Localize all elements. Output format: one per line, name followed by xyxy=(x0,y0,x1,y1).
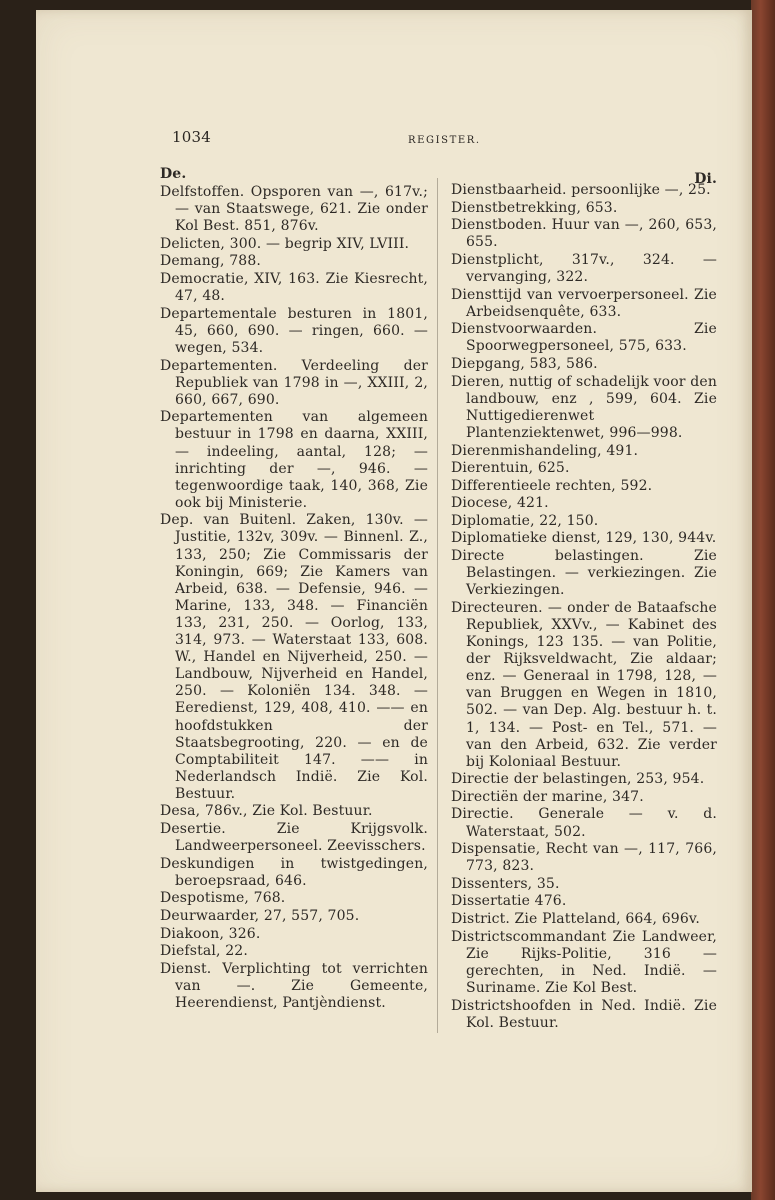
index-entry: Dienstbaarheid. persoonlijke —, 25. xyxy=(451,182,711,199)
index-entry: Directe belastingen. Zie Belastingen. — verkiezingen. Zie Verkiezingen. xyxy=(451,548,717,599)
index-entry: Despotisme, 768. xyxy=(160,890,286,907)
index-entry: Directie. Generale — v. d. Waterstaat, 502. xyxy=(451,806,717,840)
index-entry: Dienstboden. Huur van —, 260, 653, 655. xyxy=(451,217,717,251)
index-entry: Deskundigen in twistgedingen, beroepsraad, 646. xyxy=(160,855,428,889)
index-entry: Directie der belastingen, 253, 954. xyxy=(451,771,705,788)
index-entry: Dispensatie, Recht van —, 117, 766, 773, 823. xyxy=(451,841,717,875)
index-entry: Dieren, nuttig of schadelijk voor den landbouw, enz , 599, 604. Zie Nuttigedierenwet Plantenziektenwet, 996—998. xyxy=(451,373,717,441)
index-entry: Directeuren. — onder de Bataafsche Republiek, XXVv., — Kabinet des Konings, 123 135. — van Politie, der Rijksveldwacht, Zie aldaar; enz. — Generaal in 1798, 128, — van Bruggen en Wegen in 1810, 502. — van Dep. Alg. bestuur h. t. 1, 134. — Post- en Tel., 571. — van den Arbeid, 632. Zie verder bij Koloniaal Bestuur. xyxy=(451,599,717,770)
index-entry: Delicten, 300. — begrip XIV, LVIII. xyxy=(160,235,410,252)
index-entry: Diplomatieke dienst, 129, 130, 944v. xyxy=(451,530,717,547)
section-heading: De. xyxy=(160,166,187,182)
index-entry: Departementen. Verdeeling der Republiek van 1798 in —, XXIII, 2, 660, 667, 690. xyxy=(160,357,428,408)
index-entry: Diocese, 421. xyxy=(451,495,549,512)
index-entry: Dienstbetrekking, 653. xyxy=(451,199,618,216)
right-column xyxy=(451,171,717,1032)
right-entry-list xyxy=(451,182,717,1032)
index-entry: Dienstvoorwaarden. Zie Spoorwegpersoneel, 575, 633. xyxy=(451,321,717,355)
index-entry: Dissertatie 476. xyxy=(451,893,567,910)
index-entry: Demang, 788. xyxy=(160,253,261,270)
index-entry: Districtscommandant Zie Landweer, Zie Rijks-Politie, 316 — gerechten, in Ned. Indië. — Suriname. Zie Kol Best. xyxy=(451,928,717,996)
index-entry: Desertie. Zie Krijgsvolk. Landweerpersoneel. Zeevisschers. xyxy=(160,821,428,855)
index-entry: Departementale besturen in 1801, 45, 660, 690. — ringen, 660. — wegen, 534. xyxy=(160,305,428,356)
index-entry: Deurwaarder, 27, 557, 705. xyxy=(160,908,360,925)
index-entry: Democratie, XIV, 163. Zie Kiesrecht, 47, 48. xyxy=(160,271,428,305)
index-entry: Diakoon, 326. xyxy=(160,925,261,942)
running-title: REGISTER. xyxy=(408,135,481,146)
index-entry: Diepgang, 583, 586. xyxy=(451,356,598,373)
index-entry: Departementen van algemeen bestuur in 1798 en daarna, XXIII, — indeeling, aantal, 128; — inrichting der —, 946. — tegenwoordige taak, 140, 368, Zie ook bij Ministerie. xyxy=(160,409,428,511)
index-entry: Dierentuin, 625. xyxy=(451,460,570,477)
index-entry: Delfstoffen. Opsporen van —, 617v.; — van Staatswege, 621. Zie onder Kol Best. 851, 876v. xyxy=(160,184,428,235)
index-entry: Dienst. Verplichting tot verrichten van —. Zie Gemeente, Heerendienst, Pantjèndienst. xyxy=(160,960,428,1011)
left-column xyxy=(160,166,428,1013)
index-entry: Diefstal, 22. xyxy=(160,943,248,960)
index-entry: Dierenmishandeling, 491. xyxy=(451,442,639,459)
index-entry: Diplomatie, 22, 150. xyxy=(451,512,599,529)
index-entry: Diensttijd van vervoerpersoneel. Zie Arbeidsenquête, 633. xyxy=(451,286,717,320)
index-entry: Directiën der marine, 347. xyxy=(451,788,644,805)
index-entry: District. Zie Platteland, 664, 696v. xyxy=(451,911,700,928)
book-spine-edge xyxy=(751,0,775,1200)
column-divider xyxy=(437,178,438,1033)
index-entry: Dep. van Buitenl. Zaken, 130v. — Justitie, 132v, 309v. — Binnenl. Z., 133, 250; Zie Commissaris der Koningin, 669; Zie Kamers van Arbeid, 638. — Defensie, 946. — Marine, 133, 348. — Financiën 133, 231, 250. — Oorlog, 133, 314, 973. — Waterstaat 133, 608. W., Handel en Nijverheid, 250. — Landbouw, Nijverheid en Handel, 250. — Koloniën 134. 348. — Eeredienst, 129, 408, 410. —— en hoofdstukken der Staatsbegrooting, 220. — en de Comptabiliteit 147. —— in Nederlandsch Indië. Zie Kol. Bestuur. xyxy=(160,512,428,802)
page-number: 1034 xyxy=(172,128,211,146)
section-heading: Di. xyxy=(694,171,717,187)
index-entry: Dienstplicht, 317v., 324. — vervanging, 322. xyxy=(451,251,717,286)
index-entry: Differentieele rechten, 592. xyxy=(451,477,653,494)
index-entry: Dissenters, 35. xyxy=(451,875,560,892)
index-entry: Desa, 786v., Zie Kol. Bestuur. xyxy=(160,803,373,820)
left-entry-list xyxy=(160,184,428,1012)
index-entry: Districtshoofden in Ned. Indië. Zie Kol. Bestuur. xyxy=(451,997,717,1031)
